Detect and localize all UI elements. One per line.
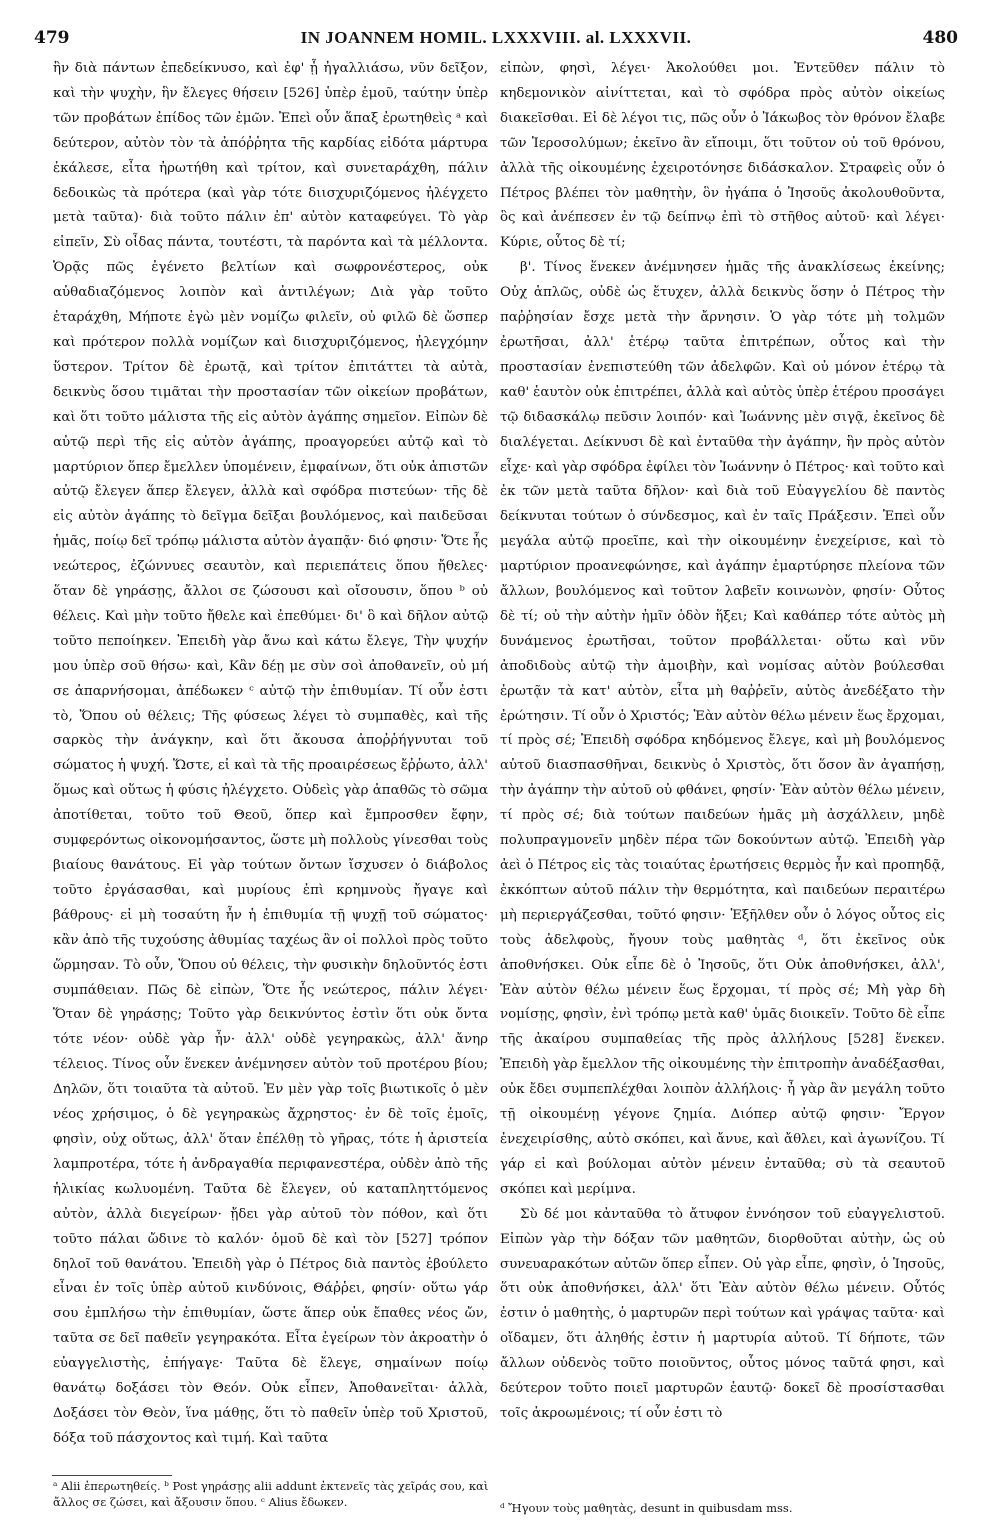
page-number-right: 480	[922, 28, 958, 48]
footnote-rule	[52, 1475, 172, 1476]
running-title: IN JOANNEM HOMIL. LXXXVIII. al. LXXXVII.	[300, 28, 692, 47]
right-column-paragraph: β'. Τίνος ἕνεκεν ἀνέμνησεν ἡμᾶς τῆς ἀνακλίσεως ἐκείνης; Οὐχ ἁπλῶς, οὐδὲ ὡς ἔτυχεν, ἀλλὰ δεικνὺς ὅσην ὁ Πέτρος τὴν παῤῥησίαν ἔσχε μετὰ τὴν ἄρνησιν. Ὁ γὰρ τότε μὴ τολμῶν ἐρωτῆσαι, ἀλλ' ἑτέρῳ ταῦτα ἐπιτρέπων, οὗτος καὶ τὴν προστασίαν ἐνεπιστεύθη τῶν ἀδελφῶν. Καὶ οὐ μόνον ἑτέρῳ τὰ καθ' ἑαυτὸν οὐκ ἐπιτρέπει, ἀλλὰ καὶ αὐτὸς ὑπὲρ ἑτέρου προσάγει τῷ διδασκάλῳ πεῦσιν λοιπόν· καὶ Ἰωάννης μὲν σιγᾷ, ἐκεῖνος δὲ διαλέγεται. Δείκνυσι δὲ καὶ ἐνταῦθα τὴν ἀγάπην, ἣν πρὸς αὐτὸν εἶχε· καὶ γὰρ σφόδρα ἐφίλει τὸν Ἰωάννην ὁ Πέτρος· καὶ τοῦτο καὶ ἐκ τῶν μετὰ ταῦτα δῆλον· καὶ διὰ τοῦ Εὐαγγελίου δὲ παντὸς δείκνυται τούτων ὁ σύνδεσμος, καὶ ἐν ταῖς Πράξεσιν. Ἐπεὶ οὖν μεγάλα αὐτῷ προεῖπε, καὶ τὴν οἰκουμένην ἐνεχείρισε, καὶ τὸ μαρτύριον προανεφώνησε, καὶ ἀγάπην ἐμαρτύρησε πλείονα τῶν ἄλλων, βουλόμενος καὶ τοῦτον λαβεῖν κοινωνὸν, φησίν· Οὗτος δὲ τί; οὐ τὴν αὐτὴν ἡμῖν ὁδὸν ἥξει; Καὶ καθάπερ τότε αὐτὸς μὴ δυνάμενος ἐρωτῆσαι, τοῦτον προβάλλεται· οὕτω καὶ νῦν ἀποδιδοὺς αὐτῷ τὴν ἀμοιβὴν, καὶ νομίσας αὐτὸν βούλεσθαι ἐρωτᾷν τὰ κατ' αὐτὸν, εἶτα μὴ θαῤῥεῖν, αὐτὸς ἀνεδέξατο τὴν ἐρώτησιν. Τί οὖν ὁ Χριστός; Ἐὰν αὐτὸν θέλω μένειν ἕως ἔρχομαι, τί πρὸς σέ; Ἐπειδὴ σφόδρα κηδόμενος ἔλεγε, καὶ μὴ βουλόμενος αὐτοῦ διασπασθῆναι, δεικνὺς ὁ Χριστὸς, ὅτι ὅσον ἂν ἀγαπήσῃ, τὴν ἀγάπην τὴν αὐτοῦ οὐ φθάνει, φησίν· Ἐὰν αὐτὸν θέλω μένειν, τί πρὸς σέ; διὰ τούτων παιδεύων ἡμᾶς μὴ ἀσχάλλειν, μηδὲ πολυπραγμονεῖν μηδὲν πέρα τῶν δοκούντων αὐτῷ. Ἐπειδὴ γὰρ ἀεὶ ὁ Πέτρος εἰς τὰς τοιαύτας ἐρωτήσεις θερμὸς ἦν καὶ προπηδᾷ, ἐκκόπτων αὐτοῦ πάλιν τὴν θερμότητα, καὶ παιδεύων περαιτέρω μὴ περιεργάζεσθαι, τοῦτό φησιν· Ἐξῆλθεν οὖν ὁ λόγος οὗτος εἰς τοὺς ἀδελφοὺς, ἤγουν τοὺς μαθητὰς ᵈ, ὅτι ἐκεῖνος οὐκ ἀποθνήσκει. Οὐκ εἶπε δὲ ὁ Ἰησοῦς, ὅτι Οὐκ ἀποθνήσκει, ἀλλ', Ἐὰν αὐτὸν θέλω μένειν ἕως ἔρχομαι, τί πρὸς σέ; Μὴ γὰρ δὴ νομίσῃς, φησὶν, ἐνὶ τρόπῳ μετὰ καθ' ὑμᾶς διοικεῖν. Τοῦτο δὲ εἶπε τῆς ἀκαίρου συμπαθείας τῆς πρὸς ἀλλήλους [528] ἕνεκεν. Ἐπειδὴ γὰρ ἔμελλον τῆς οἰκουμένης τὴν ἐπιτροπὴν ἀναδέξασθαι, οὐκ ἔδει συμπεπλέχθαι λοιπὸν ἀλλήλοις· ἦ γὰρ ἂν μεγάλη τοῦτο τῇ οἰκουμένῃ γέγονε ζημία. Διόπερ αὐτῷ φησιν· Ἔργον ἐνεχειρίσθης, αὐτὸ σκόπει, καὶ ἄνυε, καὶ ἄθλει, καὶ ἀγωνίζου. Τί γάρ εἰ καὶ βούλομαι αὐτὸν μένειν ἐνταῦθα; σὺ τὰ σεαυτοῦ σκόπει καὶ μερίμνα.	[500, 260, 945, 1197]
right-column-paragraph: εἰπὼν, φησὶ, λέγει· Ἀκολούθει μοι. Ἐντεῦθεν πάλιν τὸ κηδεμονικὸν αἰνίττεται, καὶ τὸ σφόδρα πρὸς αὐτὸν οἰκείως διακεῖσθαι. Εἰ δὲ λέγοι τις, πῶς οὖν ὁ Ἰάκωβος τὸν θρόνον ἔλαβε τῶν Ἱεροσολύμων; ἐκεῖνο ἂν εἴποιμι, ὅτι τοῦτον οὐ τοῦ θρόνου, ἀλλὰ τῆς οἰκουμένης ἐχειροτόνησε διδάσκαλον. Στραφεὶς οὖν ὁ Πέτρος βλέπει τὸν μαθητὴν, ὃν ἠγάπα ὁ Ἰησοῦς ἀκολουθοῦντα, ὃς καὶ ἀνέπεσεν ἐν τῷ δείπνῳ ἐπὶ τὸ στῆθος αὐτοῦ· καὶ λέγει· Κύριε, οὗτος δὲ τί;	[500, 61, 945, 251]
page-number-left: 479	[34, 28, 70, 48]
right-column	[500, 57, 945, 1492]
footnotes-right: ᵈ Ἤγουν τοὺς μαθητὰς, desunt in quibusdam mss.	[500, 1501, 793, 1515]
left-column-text: ἣν διὰ πάντων ἐπεδείκνυσο, καὶ ἐφ' ᾗ ἠγαλλιάσω, νῦν δεῖξον, καὶ τὴν ψυχὴν, ἣν ἔλεγες θήσειν [526] ὑπὲρ ἐμοῦ, ταύτην ὑπὲρ τῶν προβάτων ἐπίδος τῶν ἐμῶν. Ἐπεὶ οὖν ἅπαξ ἐρωτηθεὶς ᵃ καὶ δεύτερον, αὐτὸν τὸν τὰ ἀπόῤῥητα τῆς καρδίας εἰδότα μάρτυρα ἐκάλεσε, εἶτα ἠρωτήθη καὶ τρίτον, καὶ συνεταράχθη, πάλιν δεδοικὼς τὰ πρότερα (καὶ γὰρ τότε διισχυριζόμενος ἠλέγχετο μετὰ ταῦτα)· διὰ τοῦτο πάλιν ἐπ' αὐτὸν καταφεύγει. Τὸ γὰρ εἰπεῖν, Σὺ οἶδας πάντα, τουτέστι, τὰ παρόντα καὶ τὰ μέλλοντα. Ὁρᾷς πῶς ἐγένετο βελτίων καὶ σωφρονέστερος, οὐκ αὐθαδιαζόμενος λοιπὸν καὶ ἀντιλέγων; Διὰ γὰρ τοῦτο ἐταράχθη, Μήποτε ἐγὼ μὲν νομίζω φιλεῖν, οὐ φιλῶ δὲ ὥσπερ καὶ πρότερον πολλὰ νομίζων καὶ διισχυριζόμενος, ἠλεγχόμην ὕστερον. Τρίτον δὲ ἐρωτᾷ, καὶ τρίτον ἐπιτάττει τὰ αὐτὰ, δεικνὺς ὅσου τιμᾶται τὴν προστασίαν τῶν οἰκείων προβάτων, καὶ ὅτι τοῦτο μάλιστα τῆς εἰς αὐτὸν ἀγάπης σημεῖον. Εἰπὼν δὲ αὐτῷ περὶ τῆς εἰς αὐτὸν ἀγάπης, προαγορεύει αὐτῷ καὶ τὸ μαρτύριον ὅπερ ἔμελλεν ὑπομένειν, ἐμφαίνων, ὅτι οὐκ ἀπιστῶν αὐτῷ ἔλεγεν ἅπερ ἔλεγεν, ἀλλὰ καὶ σφόδρα πιστεύων· τῆς δὲ εἰς αὐτὸν ἀγάπης τὸ δεῖγμα δεῖξαι βουλόμενος, καὶ παιδεῦσαι ἡμᾶς, ποίῳ δεῖ τρόπῳ μάλιστα αὐτὸν ἀγαπᾷν· διό φησιν· Ὅτε ἧς νεώτερος, ἐζώννυες σεαυτὸν, καὶ περιεπάτεις ὅπου ἤθελες· ὅταν δὲ γηράσῃς, ἄλλοι σε ζώσουσι καὶ οἴσουσιν, ὅπου ᵇ οὐ θέλεις. Καὶ μὴν τοῦτο ἤθελε καὶ ἐπεθύμει· δι' ὃ καὶ δῆλον αὐτῷ τοῦτο πεποίηκεν. Ἐπειδὴ γὰρ ἄνω καὶ κάτω ἔλεγε, Τὴν ψυχήν μου ὑπὲρ σοῦ θήσω· καὶ, Κἂν δέῃ με σὺν σοὶ ἀποθανεῖν, οὐ μή σε ἀπαρνήσομαι, ἀπέδωκεν ᶜ αὐτῷ τὴν ἐπιθυμίαν. Τί οὖν ἐστι τὸ, Ὅπου οὐ θέλεις; Τῆς φύσεως λέγει τὸ συμπαθὲς, καὶ τῆς σαρκὸς τὴν ἀνάγκην, καὶ ὅτι ἄκουσα ἀποῤῥήγνυται τοῦ σώματος ἡ ψυχή. Ὥστε, εἰ καὶ τὰ τῆς προαιρέσεως ἔῤῥωτο, ἀλλ' ὅμως καὶ οὕτως ἡ φύσις ἠλέγχετο. Οὐδεὶς γὰρ ἀπαθῶς τὸ σῶμα ἀποτίθεται, τοῦτο τοῦ Θεοῦ, ὅπερ καὶ ἔμπροσθεν ἔφην, συμφερόντως οἰκονομήσαντος, ὥστε μὴ πολλοὺς γίνεσθαι τοὺς βιαίους θανάτους. Εἰ γὰρ τούτων ὄντων ἴσχυσεν ὁ διάβολος τοῦτο ἐργάσασθαι, καὶ μυρίους ἐπὶ κρημνοὺς ἤγαγε καὶ βάθρους· εἰ μὴ τοσαύτη ἦν ἡ ἐπιθυμία τῇ ψυχῇ τοῦ σώματος· κἂν ἀπὸ τῆς τυχούσης ἀθυμίας ταχέως ἂν οἱ πολλοὶ πρὸς τοῦτο ὥρμησαν. Τὸ οὖν, Ὅπου οὐ θέλεις, τὴν φυσικὴν δηλοῦντός ἐστι συμπάθειαν. Πῶς δὲ εἰπὼν, Ὅτε ἧς νεώτερος, πάλιν λέγει· Ὅταν δὲ γηράσῃς; Τοῦτο γὰρ δεικνύντος ἐστὶν ὅτι οὐκ ὄντα τότε νέον· οὐδὲ γὰρ ἦν· ἀλλ' οὐδὲ γεγηρακὼς, ἀλλ' ἄνηρ τέλειος. Τίνος οὖν ἕνεκεν ἀνέμνησεν αὐτὸν τοῦ προτέρου βίου; Δηλῶν, ὅτι τοιαῦτα τὰ αὐτοῦ. Ἐν μὲν γὰρ τοῖς βιωτικοῖς ὁ μὲν νέος χρήσιμος, ὁ δὲ γεγηρακὼς ἄχρηστος· ἐν δὲ τοῖς ἐμοῖς, φησὶν, οὐχ οὕτως, ἀλλ' ὅταν ἐπέλθῃ τὸ γῆρας, τότε ἡ ἀριστεία λαμπροτέρα, τότε ἡ ἀνδραγαθία περιφανεστέρα, οὐδὲν ἀπὸ τῆς ἡλικίας κωλυομένη. Ταῦτα δὲ ἔλεγεν, οὐ καταπληττόμενος αὐτὸν, ἀλλὰ διεγείρων· ᾔδει γὰρ αὐτοῦ τὸν πόθον, καὶ ὅτι τοῦτο πάλαι ὤδινε τὸ καλόν· ὁμοῦ δὲ καὶ τὸν [527] τρόπον δηλοῖ τοῦ θανάτου. Ἐπειδὴ γὰρ ὁ Πέτρος διὰ παντὸς ἐβούλετο εἶναι ἐν τοῖς ὑπὲρ αὐτοῦ κινδύνοις, Θάῤῥει, φησίν· οὕτω γάρ σου ἐμπλήσω τὴν ἐπιθυμίαν, ὥστε ἅπερ οὐκ ἔπαθες νέος ὤν, ταῦτα σε δεῖ παθεῖν γεγηρακότα. Εἶτα ἐγείρων τὸν ἀκροατὴν ὁ εὐαγγελιστὴς, ἐπήγαγε· Ταῦτα δὲ ἔλεγε, σημαίνων ποίῳ θανάτῳ δοξάσει τὸν Θεόν. Οὐκ εἶπεν, Ἀποθανεῖται· ἀλλὰ, Δοξάσει τὸν Θεὸν, ἵνα μάθῃς, ὅτι τὸ παθεῖν ὑπὲρ τοῦ Χριστοῦ, δόξα τοῦ πάσχοντος καὶ τιμή. Καὶ ταῦτα	[53, 61, 488, 1446]
footnotes-left: ᵃ Alii ἐπερωτηθείς. ᵇ Post γηράσῃς alii addunt ἐκτενεῖς τὰς χεῖράς σου, καὶ ἄλλος σε ζώσει, καὶ ἄξουσιν ὅπου. ᶜ Alius ἔδωκεν.	[53, 1479, 489, 1509]
left-column	[53, 57, 488, 1477]
right-column-paragraph: Σὺ δέ μοι κἀνταῦθα τὸ ἄτυφον ἐννόησον τοῦ εὐαγγελιστοῦ. Εἰπὼν γὰρ τὴν δόξαν τῶν μαθητῶν, διορθοῦται αὐτὴν, ὡς οὐ συνευαρακότων αὐτῶν ὅπερ εἶπεν. Οὐ γὰρ εἶπε, φησὶν, ὁ Ἰησοῦς, ὅτι οὐκ ἀποθνήσκει, ἀλλ' ὅτι Ἐὰν αὐτὸν θέλω μένειν. Οὗτός ἐστιν ὁ μαθητὴς, ὁ μαρτυρῶν περὶ τούτων καὶ γράψας ταῦτα· καὶ οἴδαμεν, ὅτι ἀληθής ἐστιν ἡ μαρτυρία αὐτοῦ. Τί δήποτε, τῶν ἄλλων οὐδενὸς τοῦτο ποιοῦντος, οὗτος μόνος ταῦτά φησι, καὶ δεύτερον τοῦτο ποιεῖ μαρτυρῶν ἑαυτῷ· δοκεῖ δὲ προσίστασθαι τοῖς ἀκροωμένοις; τί οὖν ἐστι τὸ	[500, 1206, 945, 1421]
page-header	[34, 28, 958, 54]
